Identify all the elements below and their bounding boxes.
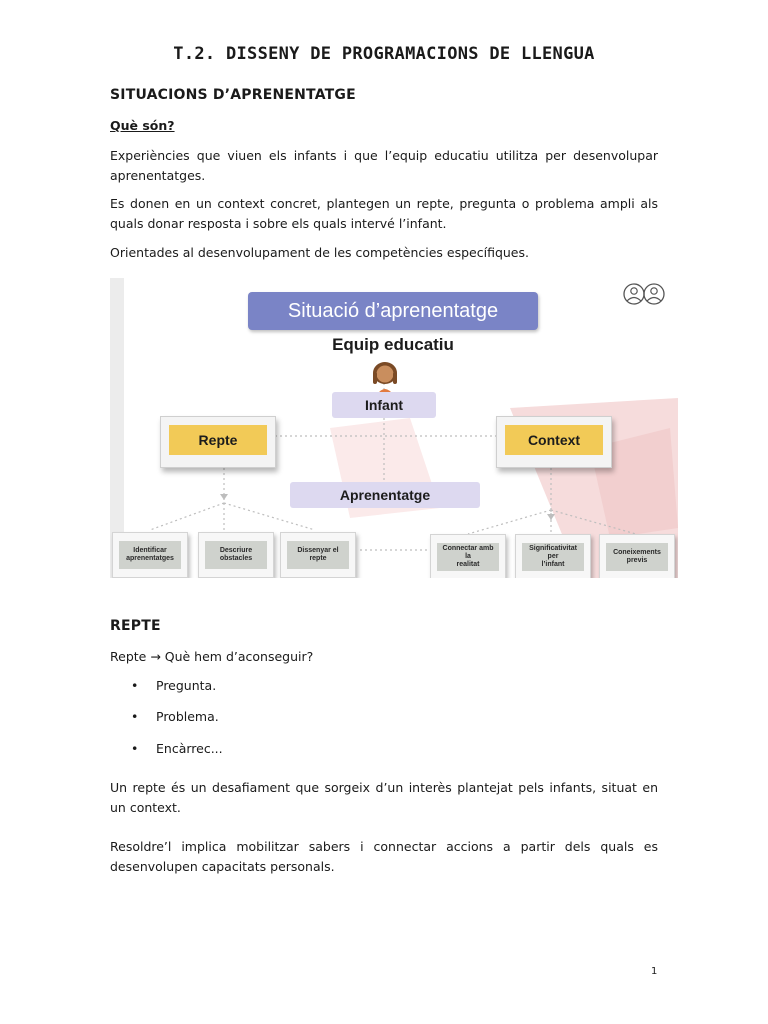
repte-label: Repte	[169, 425, 267, 455]
context-label: Context	[505, 425, 603, 455]
section-heading-situacions: SITUACIONS D’APRENENTATGE	[110, 87, 356, 103]
card-identificar-aprenentatges: Identificar aprenentatges	[112, 532, 188, 578]
paragraph-context: Es donen en un context concret, plantegen un repte, pregunta o problema ampli als quals donar resposta i sobre els quals intervé l’infant.	[110, 196, 658, 231]
situacio-aprenentatge-diagram	[110, 278, 678, 578]
card-descriure-obstacles: Descriure obstacles	[198, 532, 274, 578]
repte-question-line: Repte → Què hem d’aconseguir?	[110, 649, 314, 664]
repte-card	[160, 416, 276, 468]
diagram-title: Situació d’aprenentatge	[248, 292, 538, 330]
paragraph-desafiament: Un repte és un desafiament que sorgeix d’un interès plantejat pels infants, situat en un context.	[110, 780, 658, 815]
diagram-subtitle: Equip educatiu	[332, 335, 454, 354]
page-title: T.2. DISSENY DE PROGRAMACIONS DE LLENGUA	[173, 44, 595, 64]
bullet-icon: •	[131, 741, 139, 756]
card-coneixements-previs: Coneixements previs	[599, 534, 675, 578]
bullet-icon: •	[131, 678, 139, 693]
paragraph-orientades: Orientades al desenvolupament de les competències específiques.	[110, 245, 529, 260]
aprenentatge-label: Aprenentatge	[290, 482, 480, 508]
card-connectar-realitat: Connectar amb la realitat	[430, 534, 506, 578]
subheading-que-son: Què són?	[110, 118, 175, 133]
page-number: 1	[651, 966, 658, 977]
section-heading-repte: REPTE	[110, 618, 161, 634]
card-significativitat-infant: Significativitat per l’infant	[515, 534, 591, 578]
bullet-icon: •	[131, 709, 139, 724]
card-dissenyar-repte: Dissenyar el repte	[280, 532, 356, 578]
infant-label: Infant	[332, 392, 436, 418]
girl-avatar-icon	[370, 360, 400, 396]
people-icon	[622, 282, 668, 306]
paragraph-resoldre: Resoldre’l implica mobilitzar sabers i connectar accions a partir dels quals es desenvolupen capacitats personals.	[110, 839, 658, 874]
paragraph-experiencies: Experiències que viuen els infants i que l’equip educatiu utilitza per desenvolupar aprenentatges.	[110, 148, 658, 183]
context-card	[496, 416, 612, 468]
